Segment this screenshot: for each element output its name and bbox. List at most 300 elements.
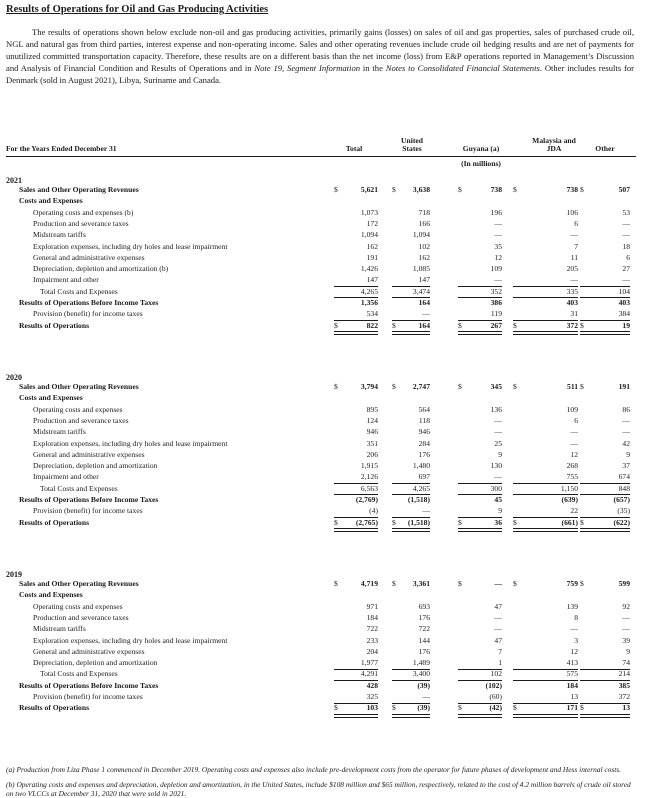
cell-other: 104 <box>618 286 630 296</box>
currency-symbol: $ <box>458 579 462 588</box>
intro-text-2: in the <box>360 62 386 73</box>
row-label: Provision (benefit) for income taxes <box>33 309 143 319</box>
table-row <box>0 647 646 658</box>
currency-symbol: $ <box>513 185 517 194</box>
cell-malaysia-jda: 12 <box>570 449 578 459</box>
cell-guyana: — <box>494 472 502 482</box>
cell-total: 351 <box>366 438 378 448</box>
cell-total: 2,126 <box>360 472 378 482</box>
currency-symbol: $ <box>392 703 396 713</box>
row-label: Exploration expenses, including dry holes and lease impairment <box>33 438 228 448</box>
cell-other: 86 <box>622 404 630 414</box>
column-header-united-states: United States <box>401 136 423 153</box>
row-label: Exploration expenses, including dry holes and lease impairment <box>33 241 228 251</box>
cell-united-states: 164 <box>418 298 430 307</box>
cell-guyana: 267 <box>490 320 502 330</box>
currency-symbol: $ <box>392 320 396 330</box>
cell-malaysia-jda: 413 <box>566 658 578 668</box>
cell-united-states: 4,265 <box>412 483 430 493</box>
cell-united-states: (39) <box>417 703 430 713</box>
currency-symbol: $ <box>334 320 338 330</box>
double-underline <box>392 528 430 532</box>
currency-symbol: $ <box>513 382 517 391</box>
cell-malaysia-jda: 3 <box>574 635 578 645</box>
row-label: Results of Operations <box>19 320 90 330</box>
cell-total: 233 <box>366 635 378 645</box>
cell-guyana: 9 <box>498 506 502 516</box>
cell-malaysia-jda: 106 <box>566 207 578 217</box>
cell-united-states: 176 <box>418 646 430 656</box>
cell-other: 674 <box>618 472 630 482</box>
cell-guyana: 12 <box>494 252 502 262</box>
currency-symbol: $ <box>334 703 338 713</box>
table-row <box>0 669 646 680</box>
cell-total: 1,977 <box>360 658 378 668</box>
intro-paragraph <box>6 27 634 87</box>
cell-total: 206 <box>366 449 378 459</box>
cell-total: 4,265 <box>360 286 378 296</box>
cell-united-states: 162 <box>418 252 430 262</box>
cell-united-states: 166 <box>418 218 430 228</box>
table-row <box>0 275 646 286</box>
cell-total: 162 <box>366 241 378 251</box>
table-row <box>0 405 646 416</box>
cell-united-states: 1,489 <box>412 658 430 668</box>
row-label: Exploration expenses, including dry holes and lease impairment <box>33 635 228 645</box>
table-row <box>0 287 646 298</box>
cell-united-states: 1,094 <box>412 230 430 240</box>
row-label: Provision (benefit) for income taxes <box>33 506 143 516</box>
cell-malaysia-jda: 759 <box>566 579 578 588</box>
cell-total: 103 <box>366 703 378 713</box>
cell-malaysia-jda: — <box>570 230 578 240</box>
table-row <box>0 484 646 495</box>
cell-other: 39 <box>622 635 630 645</box>
cell-malaysia-jda: 139 <box>566 601 578 611</box>
cell-malaysia-jda: — <box>570 275 578 285</box>
currency-symbol: $ <box>458 382 462 391</box>
units-rule <box>451 156 511 157</box>
cell-other: 18 <box>622 241 630 251</box>
cell-guyana: 36 <box>494 517 502 527</box>
cell-total: 4,291 <box>360 669 378 679</box>
cell-total: 5,621 <box>360 185 378 194</box>
currency-symbol: $ <box>392 382 396 391</box>
table-row <box>0 692 646 703</box>
cell-malaysia-jda: 335 <box>566 286 578 296</box>
row-label: Production and severance taxes <box>33 415 129 425</box>
row-label: Results of Operations <box>19 517 90 527</box>
table-row <box>0 264 646 275</box>
currency-symbol: $ <box>334 185 338 194</box>
currency-symbol: $ <box>458 517 462 527</box>
cell-malaysia-jda: 755 <box>566 472 578 482</box>
cell-other: 6 <box>626 252 630 262</box>
cell-other: — <box>622 275 630 285</box>
table-row <box>0 321 646 332</box>
table-row <box>0 416 646 427</box>
year-heading: 2020 <box>6 373 22 382</box>
units-label: (In millions) <box>461 159 501 168</box>
cell-guyana: 196 <box>490 207 502 217</box>
cell-united-states: (1,518) <box>407 495 430 504</box>
cell-other: — <box>622 612 630 622</box>
double-underline <box>392 714 430 718</box>
currency-symbol: $ <box>513 320 517 330</box>
cell-united-states: — <box>422 692 430 701</box>
double-underline <box>580 714 630 718</box>
cell-united-states: 697 <box>418 472 430 482</box>
currency-symbol: $ <box>392 517 396 527</box>
cell-other: — <box>622 427 630 437</box>
column-header-guyana: Guyana (a) <box>462 144 500 153</box>
cell-malaysia-jda: 109 <box>566 404 578 414</box>
table-row <box>0 613 646 624</box>
table-row <box>0 185 646 196</box>
row-label: Total Costs and Expenses <box>40 483 118 493</box>
table-row <box>0 208 646 219</box>
table-row <box>0 506 646 517</box>
cell-other: 599 <box>618 579 630 588</box>
cell-total: 204 <box>366 646 378 656</box>
row-label: Midstream tariffs <box>33 624 86 634</box>
currency-symbol: $ <box>334 517 338 527</box>
currency-symbol: $ <box>458 185 462 194</box>
cell-guyana: (60) <box>489 692 502 701</box>
cell-malaysia-jda: 738 <box>566 185 578 194</box>
cell-united-states: 693 <box>418 601 430 611</box>
cell-other: (657) <box>613 495 630 504</box>
cell-guyana: 109 <box>490 264 502 274</box>
cell-malaysia-jda: 22 <box>570 506 578 516</box>
cell-total: 147 <box>366 275 378 285</box>
cell-total: 172 <box>366 218 378 228</box>
cell-united-states: 946 <box>418 427 430 437</box>
row-label: Total Costs and Expenses <box>40 286 118 296</box>
cell-other: 27 <box>622 264 630 274</box>
cell-malaysia-jda: 1,150 <box>560 483 578 493</box>
column-header-malaysia-jda: Malaysia and JDA <box>532 136 576 153</box>
double-underline <box>334 528 378 532</box>
cell-malaysia-jda: (661) <box>561 517 578 527</box>
table-row <box>0 495 646 506</box>
cell-guyana: 352 <box>490 286 502 296</box>
cell-guyana: 130 <box>490 461 502 471</box>
double-underline <box>392 331 430 335</box>
cell-other: — <box>622 624 630 634</box>
cell-malaysia-jda: 31 <box>570 309 578 319</box>
cell-total: (2,765) <box>355 517 378 527</box>
table-row <box>0 219 646 230</box>
double-underline <box>458 528 502 532</box>
cell-total: 1,426 <box>360 264 378 274</box>
row-label: Depreciation, depletion and amortization (b) <box>33 264 169 274</box>
currency-symbol: $ <box>334 579 338 588</box>
header-rule <box>6 156 636 157</box>
column-header-total: Total <box>345 144 363 153</box>
cell-total: 124 <box>366 415 378 425</box>
cell-total: 191 <box>366 252 378 262</box>
footnote-b: (b) Operating costs and expenses and depreciation, depletion and amortization, in the United States, include $108 million and $65 million, respectively, related to the cost of 4.2 million barrels of crude oil stored on two VLCCs at December 31, 2020 that were sold in 2021. <box>6 780 631 798</box>
double-underline <box>334 331 378 335</box>
row-label: Production and severance taxes <box>33 218 129 228</box>
cell-malaysia-jda: 171 <box>566 703 578 713</box>
currency-symbol: $ <box>580 579 584 588</box>
cell-united-states: (1,518) <box>407 517 430 527</box>
page-title: Results of Operations for Oil and Gas Producing Activities <box>6 4 269 15</box>
cell-other: 9 <box>626 449 630 459</box>
cell-total: 1,356 <box>360 298 378 307</box>
cell-other: 191 <box>618 382 630 391</box>
row-label: Operating costs and expenses <box>33 601 123 611</box>
table-row <box>0 624 646 635</box>
table-row <box>0 602 646 613</box>
cell-malaysia-jda: 184 <box>566 680 578 690</box>
currency-symbol: $ <box>334 382 338 391</box>
footnote-a: (a) Production from Liza Phase 1 commenced in December 2019. Operating costs and expenses also include pre-development costs from the operator for future phases of development and Hess internal costs. <box>6 765 622 774</box>
cell-total: 428 <box>366 680 378 690</box>
cell-other: 384 <box>618 309 630 319</box>
cell-malaysia-jda: 13 <box>570 692 578 701</box>
cell-malaysia-jda: 11 <box>570 252 578 262</box>
intro-text-3: . Other includes results for Denmark (sold in August 2021), Libya, Suriname and Canada. <box>6 62 634 85</box>
row-label: Sales and Other Operating Revenues <box>19 579 139 588</box>
table-row <box>0 253 646 264</box>
row-label: Results of Operations Before Income Taxes <box>19 298 159 307</box>
cell-guyana: — <box>494 579 502 588</box>
row-label: Results of Operations Before Income Taxes <box>19 680 159 690</box>
year-heading: 2019 <box>6 570 22 579</box>
currency-symbol: $ <box>513 517 517 527</box>
cell-united-states: 1,085 <box>412 264 430 274</box>
row-label: Depreciation, depletion and amortization <box>33 658 158 668</box>
currency-symbol: $ <box>580 703 584 713</box>
cell-total: 3,794 <box>360 382 378 391</box>
cell-malaysia-jda: — <box>570 427 578 437</box>
cell-total: 895 <box>366 404 378 414</box>
table-row <box>0 427 646 438</box>
cell-other: 214 <box>618 669 630 679</box>
cell-total: 4,719 <box>360 579 378 588</box>
double-underline <box>513 714 578 718</box>
currency-symbol: $ <box>458 320 462 330</box>
double-underline <box>334 714 378 718</box>
cell-malaysia-jda: — <box>570 438 578 448</box>
cell-malaysia-jda: 8 <box>574 612 578 622</box>
cell-total: 1,094 <box>360 230 378 240</box>
row-label: Midstream tariffs <box>33 427 86 437</box>
cell-malaysia-jda: 7 <box>574 241 578 251</box>
cell-united-states: 176 <box>418 612 430 622</box>
row-label: Production and severance taxes <box>33 612 129 622</box>
cell-guyana: 45 <box>494 495 502 504</box>
cell-guyana: 7 <box>498 646 502 656</box>
cell-guyana: 300 <box>490 483 502 493</box>
cell-united-states: 3,361 <box>412 579 430 588</box>
cell-other: — <box>622 218 630 228</box>
row-label: Operating costs and expenses <box>33 404 123 414</box>
cell-other: 53 <box>622 207 630 217</box>
cell-other: 403 <box>618 298 630 307</box>
table-row <box>0 450 646 461</box>
cell-malaysia-jda: 6 <box>574 415 578 425</box>
cell-other: (622) <box>613 517 630 527</box>
row-label: General and administrative expenses <box>33 449 145 459</box>
cell-united-states: 3,474 <box>412 286 430 296</box>
table-row <box>0 518 646 529</box>
row-label: Results of Operations Before Income Taxes <box>19 495 159 504</box>
row-label: Depreciation, depletion and amortization <box>33 461 158 471</box>
currency-symbol: $ <box>580 320 584 330</box>
cell-guyana: — <box>494 415 502 425</box>
cell-united-states: — <box>422 506 430 516</box>
cell-guyana: 738 <box>490 185 502 194</box>
intro-text-1: The results of operations shown below exclude non-oil and gas producing activities, primarily gains (losses) on sales of oil and gas properties, sales of purchased crude oil, NGL and natural gas from third parties, interest expense and non-operating income. Sales and other operating revenues include crude oil hedging results and are net of payments for unutilized committed transportation capacity. Therefore, these results are on a different basis than the net income (loss) from E&P operations reported in Management’s Discussion and Analysis of Financial Condition and Results of Operations and in <box>6 27 634 73</box>
table-row <box>0 309 646 320</box>
cell-total: 946 <box>366 427 378 437</box>
cell-total: 1,915 <box>360 461 378 471</box>
table-row <box>0 196 646 207</box>
row-label: Costs and Expenses <box>19 196 83 206</box>
row-label: General and administrative expenses <box>33 646 145 656</box>
cell-total: 822 <box>366 320 378 330</box>
cell-other: — <box>622 415 630 425</box>
row-label: Sales and Other Operating Revenues <box>19 382 139 391</box>
currency-symbol: $ <box>513 703 517 713</box>
table-row <box>0 590 646 601</box>
table-row <box>0 579 646 590</box>
table-row <box>0 230 646 241</box>
row-label: Costs and Expenses <box>19 590 83 600</box>
cell-total: (2,769) <box>355 495 378 504</box>
cell-other: 37 <box>622 461 630 471</box>
cell-malaysia-jda: 403 <box>566 298 578 307</box>
double-underline <box>580 528 630 532</box>
column-header-other: Other <box>595 144 615 153</box>
cell-guyana: — <box>494 612 502 622</box>
cell-guyana: — <box>494 624 502 634</box>
cell-united-states: 118 <box>418 415 430 425</box>
cell-malaysia-jda: (639) <box>561 495 578 504</box>
cell-guyana: 386 <box>490 298 502 307</box>
cell-united-states: 3,400 <box>412 669 430 679</box>
cell-guyana: 136 <box>490 404 502 414</box>
cell-total: (4) <box>369 506 378 516</box>
table-row <box>0 439 646 450</box>
cell-united-states: 564 <box>418 404 430 414</box>
row-label: Sales and Other Operating Revenues <box>19 185 139 194</box>
table-row <box>0 298 646 309</box>
cell-other: — <box>622 230 630 240</box>
currency-symbol: $ <box>580 517 584 527</box>
cell-guyana: 47 <box>494 635 502 645</box>
cell-malaysia-jda: 6 <box>574 218 578 228</box>
cell-united-states: — <box>422 309 430 319</box>
cell-guyana: 102 <box>490 669 502 679</box>
cell-guyana: (102) <box>485 680 502 690</box>
cell-guyana: — <box>494 427 502 437</box>
cell-united-states: 102 <box>418 241 430 251</box>
cell-other: 507 <box>618 185 630 194</box>
cell-malaysia-jda: 372 <box>566 320 578 330</box>
note-reference: Note 19, Segment Information <box>254 62 361 73</box>
cell-total: 534 <box>366 309 378 319</box>
row-label: Impairment and other <box>33 472 99 482</box>
table-row <box>0 382 646 393</box>
period-header: For the Years Ended December 31 <box>6 144 117 153</box>
cell-united-states: 176 <box>418 449 430 459</box>
row-label: Midstream tariffs <box>33 230 86 240</box>
cell-malaysia-jda: 575 <box>566 669 578 679</box>
table-row <box>0 393 646 404</box>
cell-united-states: 144 <box>418 635 430 645</box>
cell-total: 722 <box>366 624 378 634</box>
row-label: Results of Operations <box>19 703 90 713</box>
cell-united-states: 1,480 <box>412 461 430 471</box>
cell-malaysia-jda: 205 <box>566 264 578 274</box>
row-label: Provision (benefit) for income taxes <box>33 692 143 701</box>
row-label: Costs and Expenses <box>19 393 83 403</box>
year-heading: 2021 <box>6 176 22 185</box>
cell-united-states: 147 <box>418 275 430 285</box>
cell-other: 92 <box>622 601 630 611</box>
cell-guyana: 345 <box>490 382 502 391</box>
cell-other: 9 <box>626 646 630 656</box>
table-row <box>0 242 646 253</box>
cell-united-states: 3,638 <box>412 185 430 194</box>
cell-united-states: 722 <box>418 624 430 634</box>
cell-guyana: (42) <box>489 703 502 713</box>
row-label: Operating costs and expenses (b) <box>33 207 134 217</box>
table-row <box>0 472 646 483</box>
table-row <box>0 681 646 692</box>
cell-malaysia-jda: — <box>570 624 578 634</box>
cell-other: 385 <box>618 680 630 690</box>
cell-total: 6,563 <box>360 483 378 493</box>
cell-malaysia-jda: 511 <box>567 382 578 391</box>
table-row <box>0 703 646 714</box>
currency-symbol: $ <box>458 703 462 713</box>
table-row <box>0 636 646 647</box>
notes-reference: Notes to Consolidated Financial Statements <box>385 62 540 73</box>
currency-symbol: $ <box>580 382 584 391</box>
cell-united-states: (39) <box>417 680 430 690</box>
table-row <box>0 658 646 669</box>
cell-other: 74 <box>622 658 630 668</box>
cell-other: 19 <box>622 320 630 330</box>
cell-other: 13 <box>622 703 630 713</box>
double-underline <box>513 331 578 335</box>
double-underline <box>458 331 502 335</box>
cell-total: 971 <box>366 601 378 611</box>
currency-symbol: $ <box>580 185 584 194</box>
cell-guyana: 25 <box>494 438 502 448</box>
row-label: Impairment and other <box>33 275 99 285</box>
row-label: General and administrative expenses <box>33 252 145 262</box>
cell-guyana: 9 <box>498 449 502 459</box>
cell-united-states: 164 <box>418 320 430 330</box>
cell-other: 372 <box>618 692 630 701</box>
cell-malaysia-jda: 12 <box>570 646 578 656</box>
cell-guyana: 1 <box>498 658 502 668</box>
cell-malaysia-jda: 268 <box>566 461 578 471</box>
cell-other: 848 <box>618 483 630 493</box>
cell-other: (35) <box>617 506 630 516</box>
cell-guyana: 119 <box>490 309 502 319</box>
cell-united-states: 2,747 <box>412 382 430 391</box>
cell-united-states: 284 <box>418 438 430 448</box>
cell-united-states: 718 <box>418 207 430 217</box>
